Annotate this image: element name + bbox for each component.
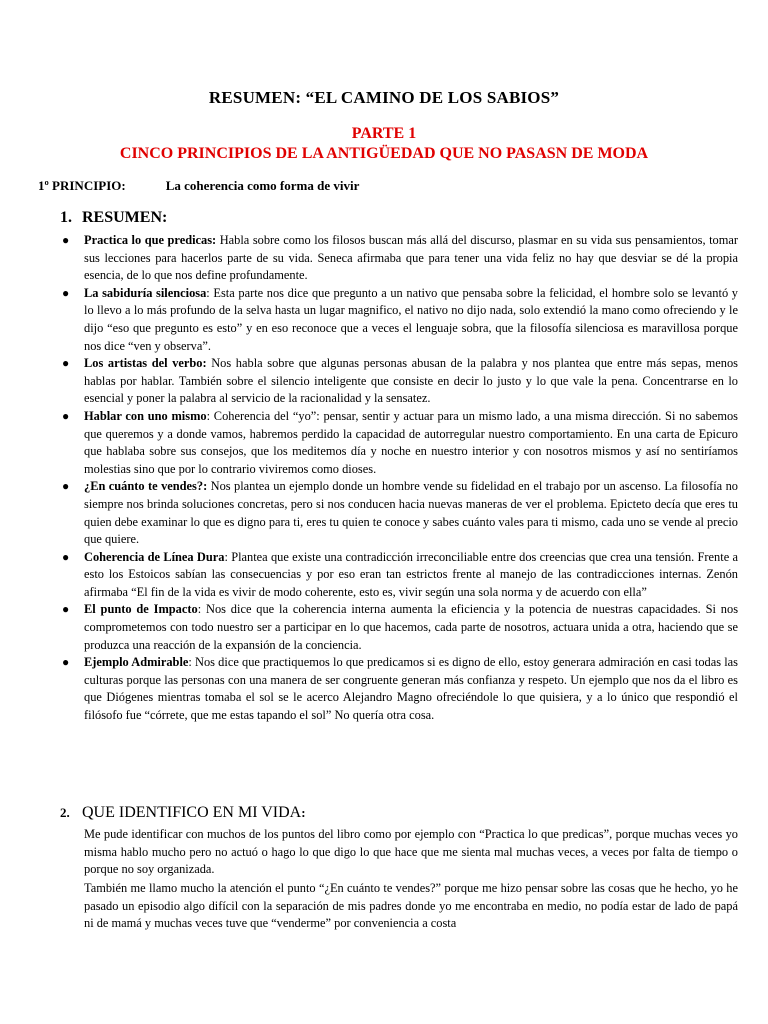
bullet-icon: ● <box>62 356 70 371</box>
list-item <box>62 285 738 355</box>
bullet-text: : Plantea que existe una contradicción irreconciliable entre dos creencias que crea una tensión. Frente a esto los Estoicos sabían las consecuencias y por eso eran tan estrictos frente al manejo de las contradicciones internas. Zenón afirmaba “El fin de la vida es vivir de modo coherente, esto es, vivir según una sola norma y de acuerdo con ella” <box>84 549 738 599</box>
paragraph: Me pude identificar con muchos de los puntos del libro como por ejemplo con “Practica lo que predicas”, porque muchas veces yo misma hablo mucho pero no actuó o hago lo que digo lo que hace que me sienta mal muchas veces, a veces por falta de tiempo o porque no soy organizada. <box>84 827 738 877</box>
bullet-label: Hablar con uno mismo <box>84 408 207 423</box>
paragraph: También me llamo mucho la atención el punto “¿En cuánto te vendes?” porque me hizo pensar sobre las cosas que he hecho, yo he pasado un episodio algo difícil con la separación de mis padres donde yo me encontraba en medio, no podía estar de lado de papá ni de mamá y muchas veces tuve que “venderme” por conveniencia a costa <box>84 881 738 931</box>
bullet-text: : Nos dice que la coherencia interna aumenta la eficiencia y la potencia de nuestras capacidades. Si nos comprometemos con todo nuestro ser a participar en lo que hacemos, cada parte de nosotros, actuara unida a otra, haciendo que se produzca una reacción de la expansión de la conciencia. <box>84 602 739 652</box>
bullet-icon: ● <box>62 233 70 247</box>
list-item <box>62 232 738 285</box>
list-item <box>62 654 738 724</box>
section-1-number: 1. <box>60 209 72 226</box>
bullet-text: Nos habla sobre que algunas personas abusan de la palabra y nos plantea que entre más sepas, menos hablas por hablar. También sobre el silencio inteligente que consiste en decir lo justo y lo que vale la pena. Concentrarse en lo esencial y poner la palabra al servicio de la racionalidad y la sensatez. <box>84 356 739 406</box>
bullet-label: Practica lo que predicas: <box>84 233 217 247</box>
bullet-text: Habla sobre como los filosos buscan más allá del discurso, plasmar en su vida sus pensamientos, tomar sus lecciones para hacerlos parte de su vida. Seneca afirmaba que para tener una vida feliz no hay que desviar se dé la propia esencia, de lo que nos define profundamente. <box>84 233 738 283</box>
section-2-heading <box>60 804 306 822</box>
list-item <box>62 549 738 602</box>
summary-bullet-list <box>62 232 739 725</box>
bullet-icon: ● <box>62 408 70 423</box>
part-subtitle: CINCO PRINCIPIOS DE LA ANTIGÜEDAD QUE NO PASASN DE MODA <box>119 145 649 162</box>
section-2-number: 2. <box>60 805 70 820</box>
principle-line <box>38 178 359 194</box>
bullet-label: Ejemplo Admirable <box>84 655 189 670</box>
bullet-label: El punto de Impacto <box>84 602 198 617</box>
bullet-text: : Coherencia del “yo”: pensar, sentir y actuar para un mismo lado, a una misma dirección. Si no sabemos que queremos y a donde vamos, habremos perdido la capacidad de autorregular nuestro comportamiento. En una carta de Epicuro que hablaba sobre sus consejos, que los meditemos día y noche en nuestro interior y con nosotros mismos y así no sentiríamos molestias sino que por lo contrario viviremos como dioses. <box>84 408 738 476</box>
bullet-icon: ● <box>62 479 70 494</box>
list-item <box>62 478 738 548</box>
bullet-icon: ● <box>62 285 70 300</box>
principle-value: La coherencia como forma de vivir <box>165 178 360 193</box>
bullet-text: Nos plantea un ejemplo donde un hombre vende su fidelidad en el trabajo por un ascenso. La filosofía no siempre nos brinda soluciones concretas, pero si nos conducen hacia nuevas maneras de ver el problema. Epicteto decía que eres tu quien debe examinar lo que es digno para ti, eres tu quien te conoce y sabes cuánto vales para ti mismo, cada uno se vende al precio que quiere. <box>84 479 738 547</box>
bullet-icon: ● <box>62 655 70 670</box>
list-item <box>62 408 738 478</box>
bullet-icon: ● <box>62 549 70 564</box>
bullet-label: ¿En cuánto te vendes?: <box>84 479 208 494</box>
list-item <box>62 601 739 654</box>
section-2-colon: : <box>301 805 306 820</box>
bullet-text: : Esta parte nos dice que pregunto a un nativo que pensaba sobre la felicidad, el hombre solo se levantó y lo llevo a lo más profundo de la selva hasta un lugar magnifico, el nativo no dijo nada, solo extendió la mano como ofreciendo y le dijo “eso que pregunto es esto” y en eso reconoce que a veces el lenguaje sobra, que la filosofía silenciosa es maravillosa porque nos dice “ven y observa”. <box>84 285 738 353</box>
bullet-icon: ● <box>62 602 70 617</box>
part-label: PARTE 1 <box>351 125 417 142</box>
section-1-title: RESUMEN: <box>82 209 168 226</box>
bullet-label: Coherencia de Línea Dura <box>84 549 225 564</box>
bullet-text: : Nos dice que practiquemos lo que predicamos si es digno de ello, estoy generara admiración en casi todas las culturas porque las personas con una manera de ser congruente generan más confianza y respeto. Un ejemplo que nos da el libro es que Diógenes mientras tomaba el sol se le acerco Alejandro Magno ofreciéndole lo que quisiera, y a lo único que respondió el filósofo fue “córrete, que me estas tapando el sol” No quería otra cosa. <box>84 655 738 723</box>
section-1-heading <box>60 209 167 227</box>
bullet-label: Los artistas del verbo: <box>84 356 207 371</box>
bullet-label: La sabiduría silenciosa <box>84 285 207 300</box>
document-title: RESUMEN: “EL CAMINO DE LOS SABIOS” <box>208 88 560 107</box>
section-2-title: QUE IDENTIFICO EN MI VIDA <box>82 804 302 821</box>
list-item <box>62 355 739 408</box>
principle-label: 1º PRINCIPIO: <box>38 178 126 193</box>
